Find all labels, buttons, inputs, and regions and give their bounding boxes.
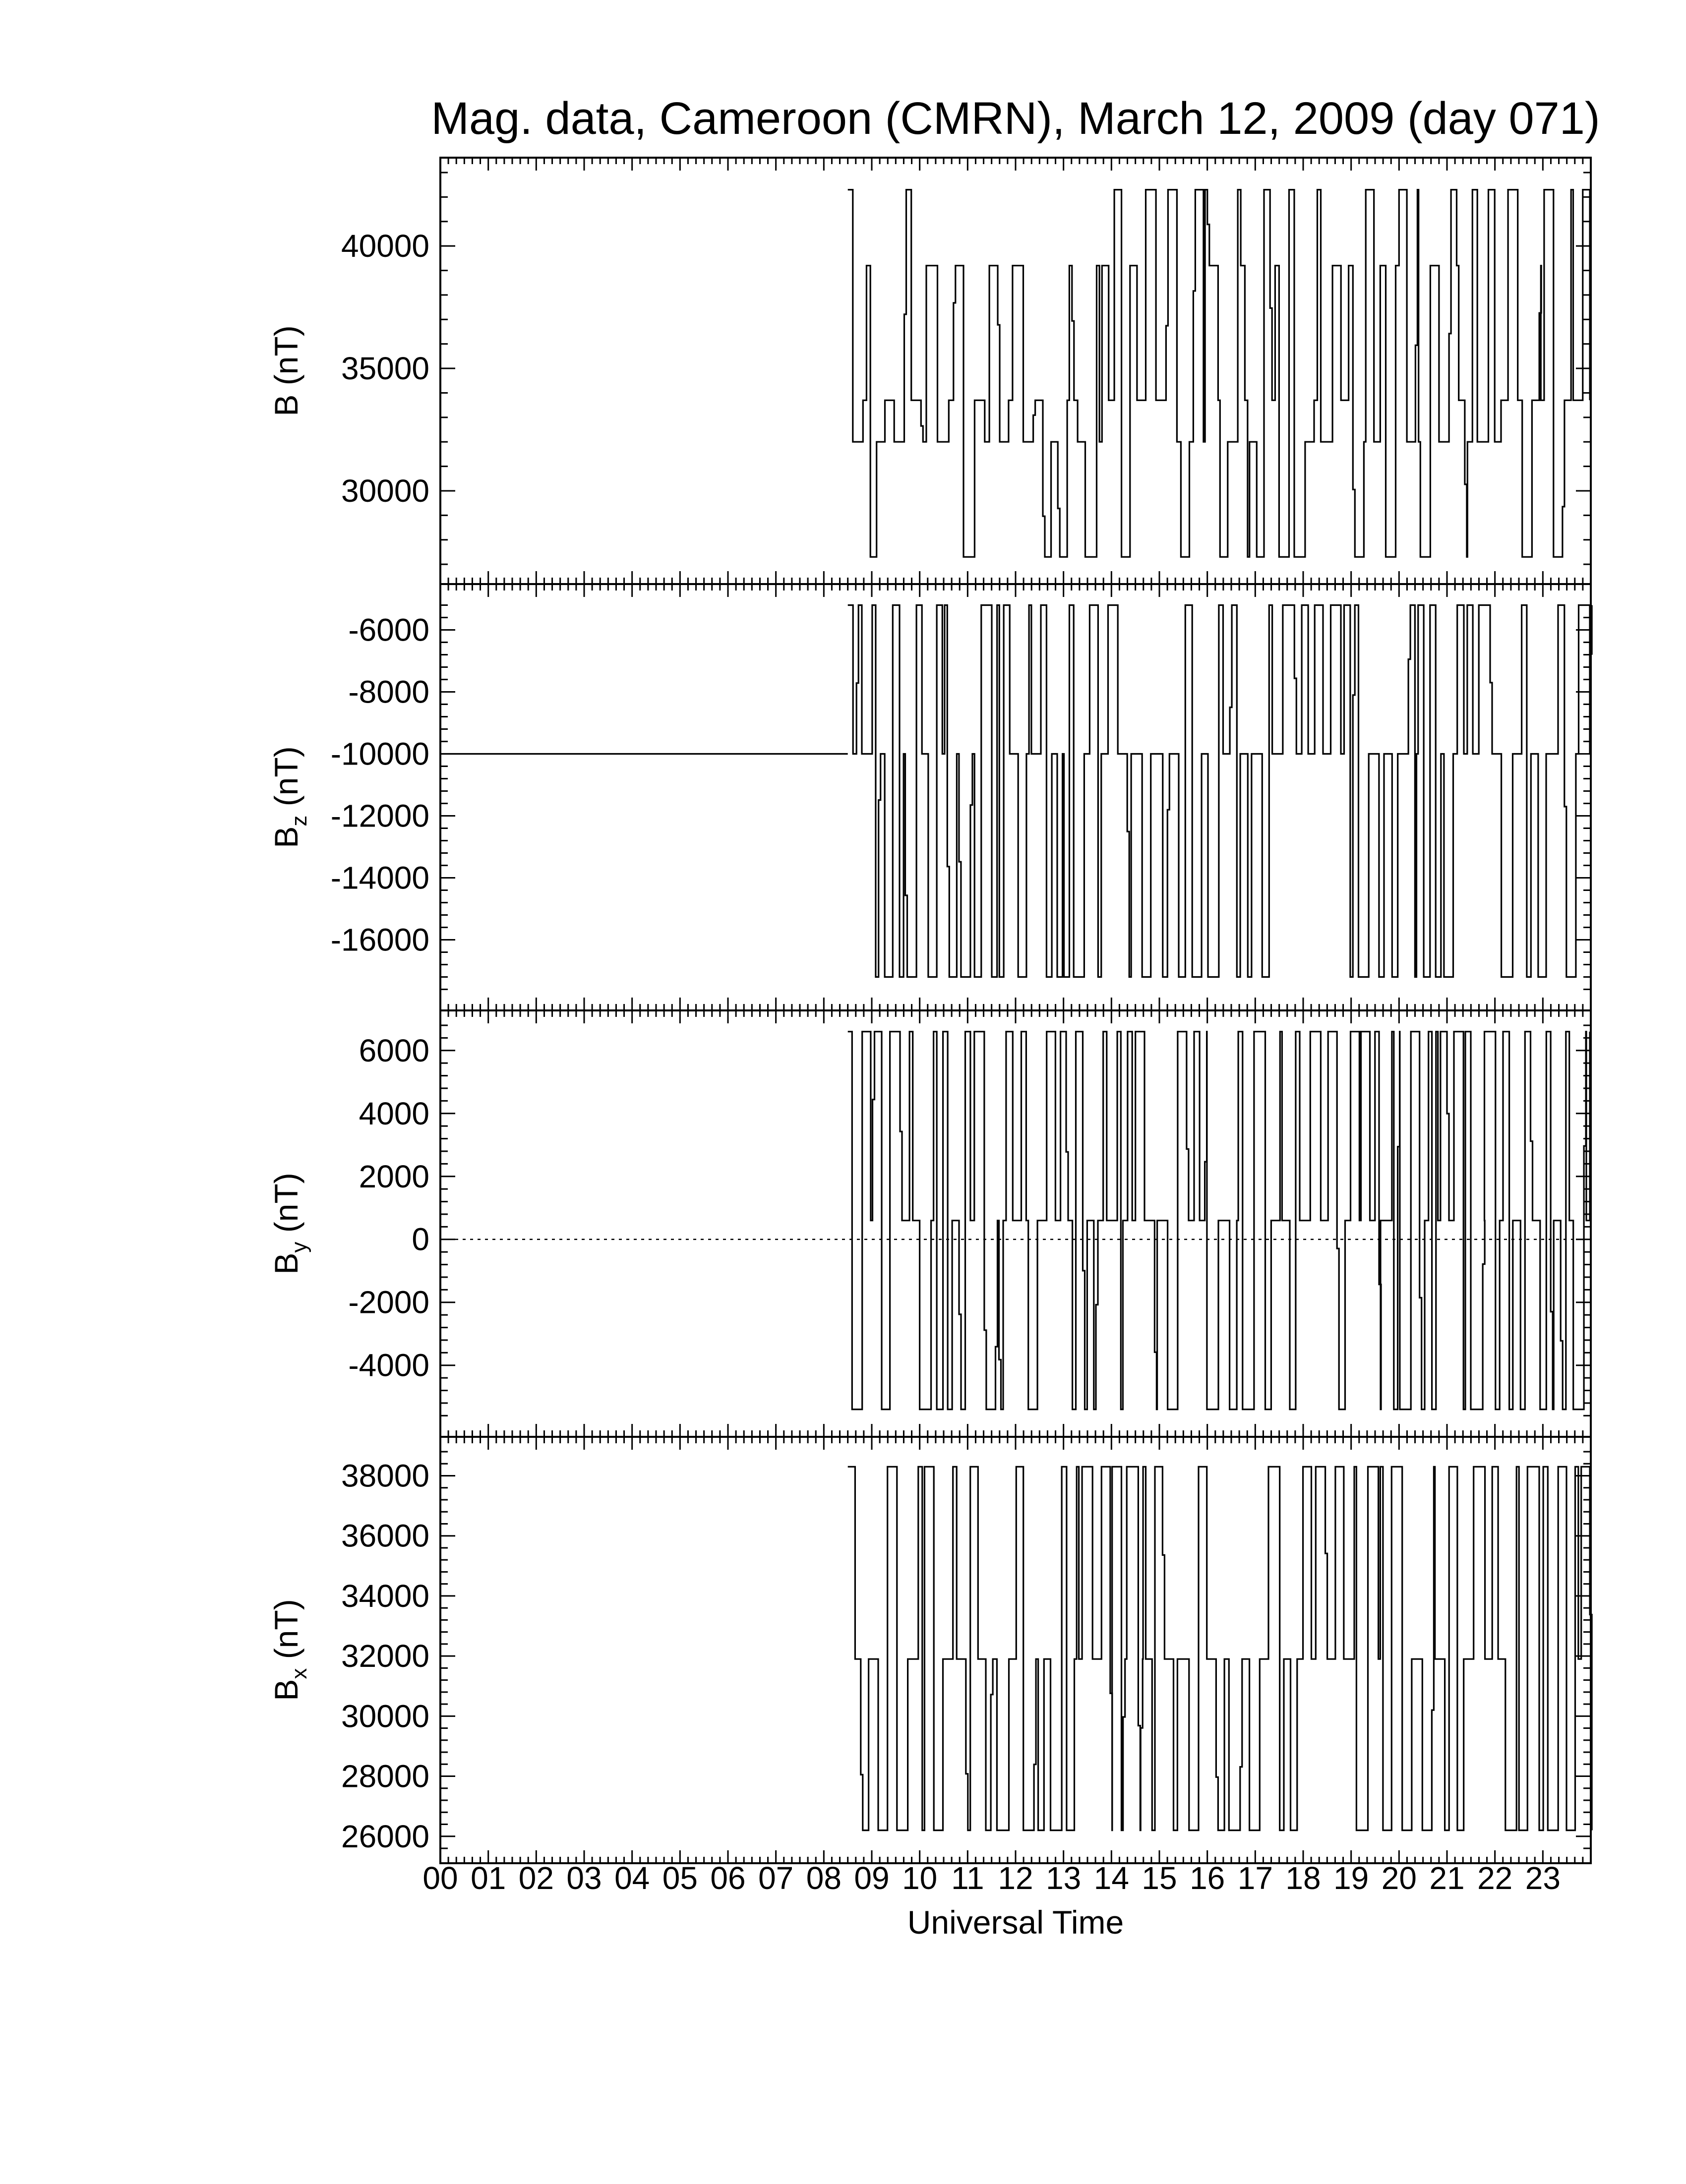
panel-B <box>268 158 1591 584</box>
x-tick-label: 12 <box>998 1860 1033 1896</box>
y-tick-label: 34000 <box>341 1578 429 1614</box>
y-tick-label: 36000 <box>341 1518 429 1554</box>
panels <box>268 158 1592 1863</box>
panel-Bx <box>268 1437 1592 1863</box>
trace-By <box>848 1032 1590 1410</box>
x-tick-label: 21 <box>1429 1860 1465 1896</box>
x-tick-label: 07 <box>758 1860 794 1896</box>
y-tick-label: 0 <box>412 1221 429 1257</box>
x-tick-label: 18 <box>1285 1860 1321 1896</box>
y-tick-label: 2000 <box>359 1158 429 1194</box>
chart-title: Mag. data, Cameroon (CMRN), March 12, 2009 (day 071) <box>431 93 1600 144</box>
y-axis-label-B: B (nT) <box>268 325 304 416</box>
x-axis-label: Universal Time <box>907 1904 1124 1941</box>
x-tick-label: 16 <box>1190 1860 1225 1896</box>
y-tick-label: -12000 <box>330 798 429 834</box>
x-axis <box>422 1860 1561 1896</box>
y-tick-label: 6000 <box>359 1032 429 1068</box>
y-axis-label-Bx: $B_x$ (nT) <box>268 1599 311 1701</box>
y-tick-label: -6000 <box>348 612 429 648</box>
y-tick-label: 30000 <box>341 472 429 509</box>
x-tick-label: 03 <box>566 1860 602 1896</box>
y-tick-label: 28000 <box>341 1758 429 1794</box>
x-tick-label: 23 <box>1525 1860 1561 1896</box>
x-tick-label: 02 <box>518 1860 554 1896</box>
trace-B <box>848 190 1590 557</box>
x-tick-label: 22 <box>1477 1860 1513 1896</box>
panel-frame-By <box>440 1010 1591 1437</box>
y-tick-label: 32000 <box>341 1638 429 1674</box>
trace-Bz <box>848 605 1592 977</box>
y-tick-label: -2000 <box>348 1284 429 1320</box>
x-tick-label: 05 <box>662 1860 698 1896</box>
y-tick-label: -10000 <box>330 736 429 772</box>
y-axis-label-Bz: $B_z$ (nT) <box>268 746 311 848</box>
y-axis-label-By: $B_y$ (nT) <box>268 1173 311 1275</box>
y-tick-label: -4000 <box>348 1347 429 1383</box>
x-tick-label: 04 <box>614 1860 650 1896</box>
y-tick-label: 35000 <box>341 351 429 387</box>
panel-Bz <box>268 584 1592 1010</box>
panel-By <box>268 1010 1591 1437</box>
y-tick-label: 38000 <box>341 1458 429 1494</box>
x-tick-label: 00 <box>422 1860 458 1896</box>
x-tick-label: 17 <box>1237 1860 1273 1896</box>
x-tick-label: 10 <box>902 1860 938 1896</box>
x-tick-label: 09 <box>854 1860 890 1896</box>
trace-Bx <box>848 1467 1592 1830</box>
x-tick-label: 11 <box>951 1860 984 1896</box>
x-tick-label: 13 <box>1046 1860 1082 1896</box>
x-tick-label: 01 <box>471 1860 506 1896</box>
y-tick-label: -16000 <box>330 922 429 958</box>
x-tick-label: 20 <box>1381 1860 1417 1896</box>
x-tick-label: 14 <box>1093 1860 1129 1896</box>
x-tick-label: 06 <box>710 1860 746 1896</box>
y-tick-label: 26000 <box>341 1818 429 1854</box>
y-tick-label: 40000 <box>341 228 429 264</box>
y-tick-label: 4000 <box>359 1095 429 1131</box>
y-tick-label: 30000 <box>341 1698 429 1734</box>
x-tick-label: 08 <box>806 1860 842 1896</box>
y-tick-label: -8000 <box>348 674 429 710</box>
y-tick-label: -14000 <box>330 860 429 896</box>
x-tick-label: 19 <box>1333 1860 1369 1896</box>
x-tick-label: 15 <box>1142 1860 1177 1896</box>
